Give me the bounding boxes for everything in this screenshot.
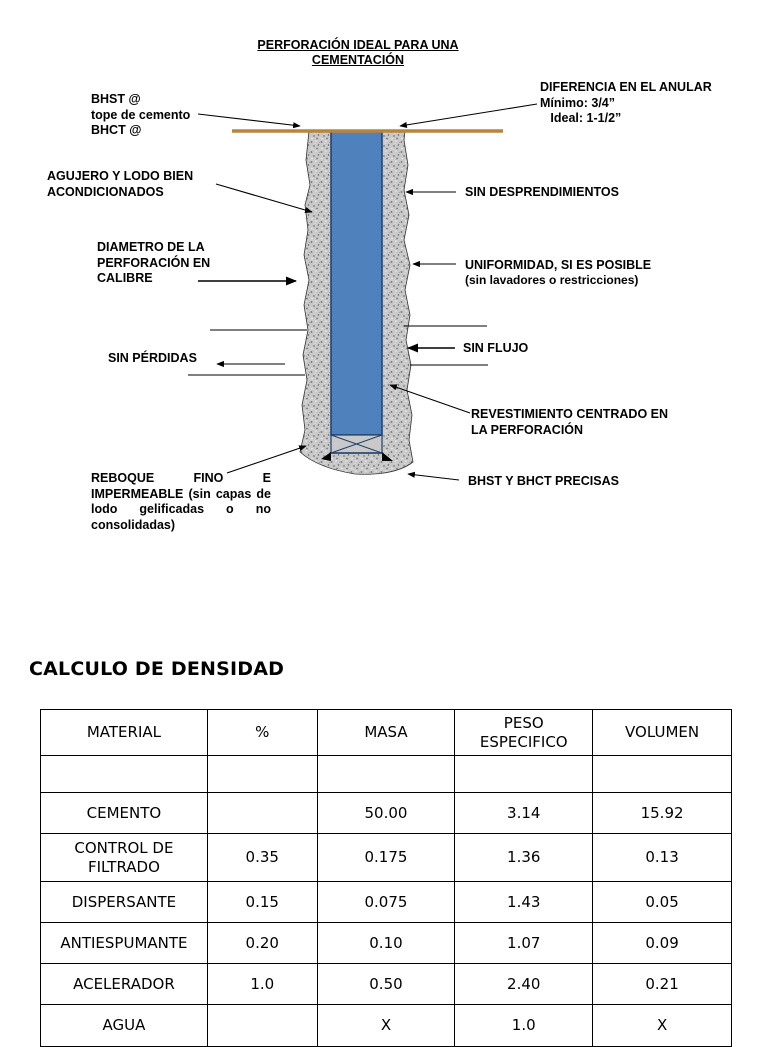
label-uniformidad-nota: (sin lavadores o restricciones): [465, 273, 639, 287]
cell-peso: 3.14: [455, 793, 593, 834]
cell-material: AGUA: [41, 1005, 208, 1047]
cell-masa: 0.175: [317, 834, 455, 882]
table-row: [41, 1005, 732, 1047]
cell-masa: 0.10: [317, 923, 455, 964]
cell-volumen: 15.92: [593, 793, 732, 834]
header-material: MATERIAL: [41, 710, 208, 756]
header-volumen: VOLUMEN: [593, 710, 732, 756]
cell-material: ANTIESPUMANTE: [41, 923, 208, 964]
arrow-agujero: [216, 184, 312, 212]
label-sin-desprendimientos: SIN DESPRENDIMIENTOS: [465, 185, 619, 199]
label-bhst-precisas: BHST Y BHCT PRECISAS: [468, 474, 619, 488]
label-sin-perdidas: SIN PÉRDIDAS: [108, 351, 197, 365]
label-uniformidad: UNIFORMIDAD, SI ES POSIBLE: [465, 258, 652, 272]
cell-volumen: [593, 756, 732, 793]
cell-material: ACELERADOR: [41, 964, 208, 1005]
cell-percent: 0.35: [207, 834, 317, 882]
cell-peso: 1.43: [455, 882, 593, 923]
table-row: [41, 834, 732, 882]
cell-peso: 2.40: [455, 964, 593, 1005]
arrow-diferencia: [400, 104, 537, 126]
table-row: [41, 923, 732, 964]
cell-volumen: 0.09: [593, 923, 732, 964]
table-header-row: [41, 710, 732, 756]
cell-volumen: 0.13: [593, 834, 732, 882]
section-title: CALCULO DE DENSIDAD: [29, 658, 285, 680]
arrow-bhst-precisas: [408, 474, 459, 480]
label-diametro: DIAMETRO DE LA PERFORACIÓN EN CALIBRE: [97, 240, 211, 285]
header-percent: %: [207, 710, 317, 756]
header-masa: MASA: [317, 710, 455, 756]
table-row: [41, 964, 732, 1005]
label-agujero-lodo: AGUJERO Y LODO BIEN ACONDICIONADOS: [47, 169, 194, 199]
header-peso-especifico: PESO ESPECIFICO: [455, 710, 593, 756]
label-sin-flujo: SIN FLUJO: [463, 341, 529, 355]
cell-peso: [455, 756, 593, 793]
cell-volumen: 0.21: [593, 964, 732, 1005]
cell-percent: [207, 793, 317, 834]
label-revestimiento: REVESTIMIENTO CENTRADO EN LA PERFORACIÓN: [471, 407, 669, 437]
cell-peso: 1.36: [455, 834, 593, 882]
cell-volumen: 0.05: [593, 882, 732, 923]
diagram-title: PERFORACIÓN IDEAL PARA UNA CEMENTACIÓN: [257, 38, 459, 67]
label-diferencia-anular: DIFERENCIA EN EL ANULAR Mínimo: 3/4” Ideal: 1-1/2”: [540, 80, 712, 125]
table-row: [41, 793, 732, 834]
cell-masa: 0.50: [317, 964, 455, 1005]
cell-material: DISPERSANTE: [41, 882, 208, 923]
cell-percent: 0.20: [207, 923, 317, 964]
density-table: [40, 709, 732, 1047]
table-row: [41, 756, 732, 793]
cell-material: CEMENTO: [41, 793, 208, 834]
cell-masa: 0.075: [317, 882, 455, 923]
cell-percent: 1.0: [207, 964, 317, 1005]
label-reboque: REBOQUE FINO E IMPERMEABLE (sin capas de lodo gelificadas o no consolidadas): [91, 471, 271, 532]
arrow-reboque: [227, 446, 306, 473]
cell-material: CONTROL DE FILTRADO: [41, 834, 208, 882]
cell-percent: 0.15: [207, 882, 317, 923]
table-row: [41, 882, 732, 923]
label-bhst-top: BHST @ tope de cemento BHCT @: [91, 92, 191, 137]
cell-masa: 50.00: [317, 793, 455, 834]
cell-masa: X: [317, 1005, 455, 1047]
cell-peso: 1.07: [455, 923, 593, 964]
cell-percent: [207, 1005, 317, 1047]
cell-peso: 1.0: [455, 1005, 593, 1047]
cell-material: [41, 756, 208, 793]
cell-percent: [207, 756, 317, 793]
casing-pipe: [331, 131, 382, 435]
casing-shoe: [331, 435, 382, 453]
arrow-bhst-top: [198, 114, 300, 126]
cell-masa: [317, 756, 455, 793]
cell-volumen: X: [593, 1005, 732, 1047]
